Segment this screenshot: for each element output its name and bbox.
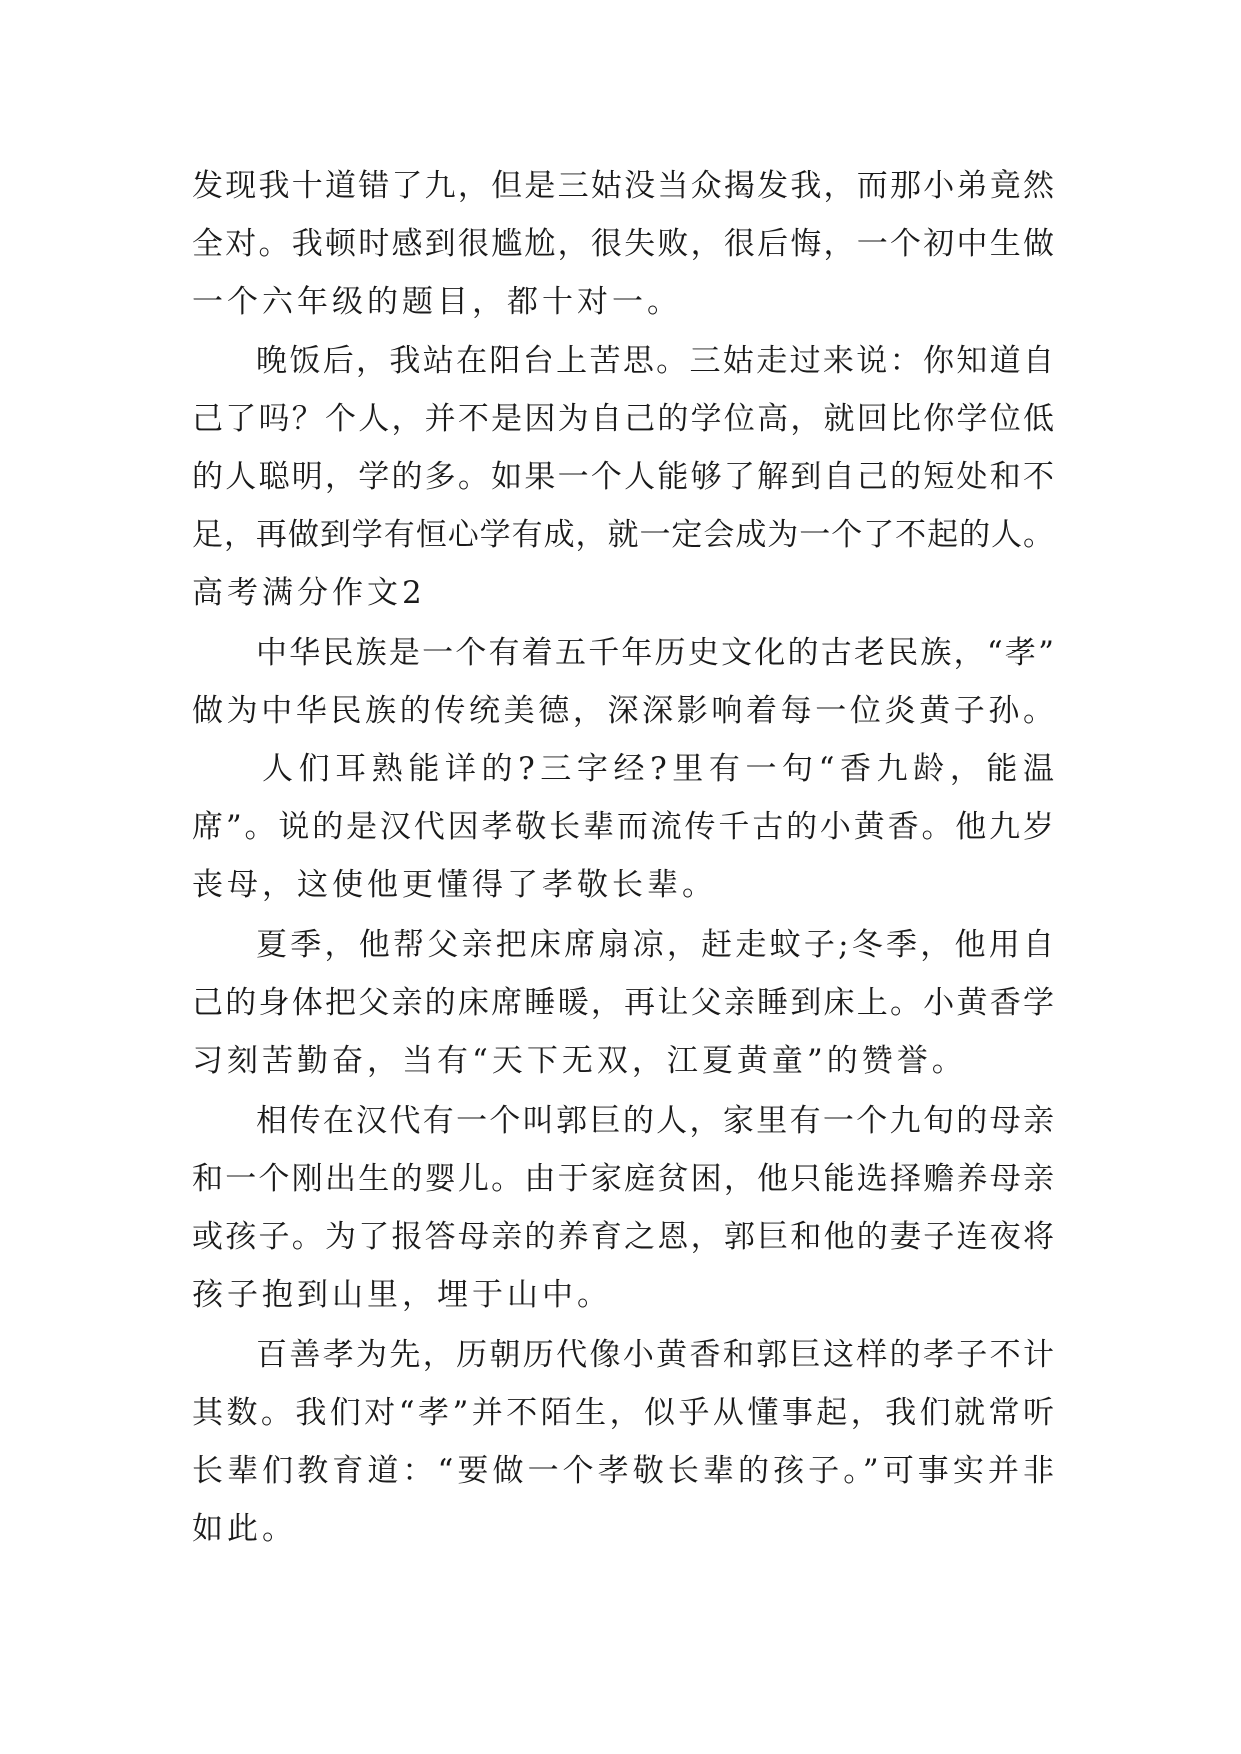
text-line: 己了吗？个人，并不是因为自己的学位高，就回比你学位低 <box>192 401 1054 437</box>
text-line: 足，再做到学有恒心学有成，就一定会成为一个了不起的人。 <box>192 517 1054 553</box>
text-line: 习刻苦勤奋，当有“天下无双，江夏黄童”的赞誉。 <box>192 1043 967 1079</box>
text-line: 做为中华民族的传统美德，深深影响着每一位炎黄子孙。 <box>192 693 1054 729</box>
text-line: 如此。 <box>192 1511 297 1547</box>
text-line: 长辈们教育道：“要做一个孝敬长辈的孩子。”可事实并非 <box>192 1453 1054 1489</box>
text-line: 全对。我顿时感到很尴尬，很失败，很后悔，一个初中生做 <box>192 226 1054 262</box>
text-line: 中华民族是一个有着五千年历史文化的古老民族，“孝” <box>256 635 1054 671</box>
text-line: 席”。说的是汉代因孝敬长辈而流传千古的小黄香。他九岁 <box>192 809 1054 845</box>
text-line: 或孩子。为了报答母亲的养育之恩，郭巨和他的妻子连夜将 <box>192 1219 1054 1255</box>
text-line: 夏季，他帮父亲把床席扇凉，赶走蚊子;冬季，他用自 <box>256 927 1054 963</box>
text-line: 的人聪明，学的多。如果一个人能够了解到自己的短处和不 <box>192 459 1054 495</box>
text-line: 己的身体把父亲的床席睡暖，再让父亲睡到床上。小黄香学 <box>192 985 1054 1021</box>
text-line: 相传在汉代有一个叫郭巨的人，家里有一个九旬的母亲 <box>256 1103 1054 1139</box>
text-line: 晚饭后，我站在阳台上苦思。三姑走过来说：你知道自 <box>256 343 1054 379</box>
text-line: 其数。我们对“孝”并不陌生，似乎从懂事起，我们就常听 <box>192 1395 1054 1431</box>
text-line: 一个六年级的题目，都十对一。 <box>192 284 682 320</box>
text-line: 和一个刚出生的婴儿。由于家庭贫困，他只能选择赡养母亲 <box>192 1161 1054 1197</box>
text-line: 发现我十道错了九，但是三姑没当众揭发我，而那小弟竟然 <box>192 168 1054 204</box>
text-line: 孩子抱到山里，埋于山中。 <box>192 1277 612 1313</box>
section-heading: 高考满分作文2 <box>192 575 426 611</box>
text-line: 人们耳熟能详的?三字经?里有一句“香九龄，能温 <box>262 751 1054 787</box>
text-line: 丧母，这使他更懂得了孝敬长辈。 <box>192 867 717 903</box>
text-line: 百善孝为先，历朝历代像小黄香和郭巨这样的孝子不计 <box>256 1337 1054 1373</box>
